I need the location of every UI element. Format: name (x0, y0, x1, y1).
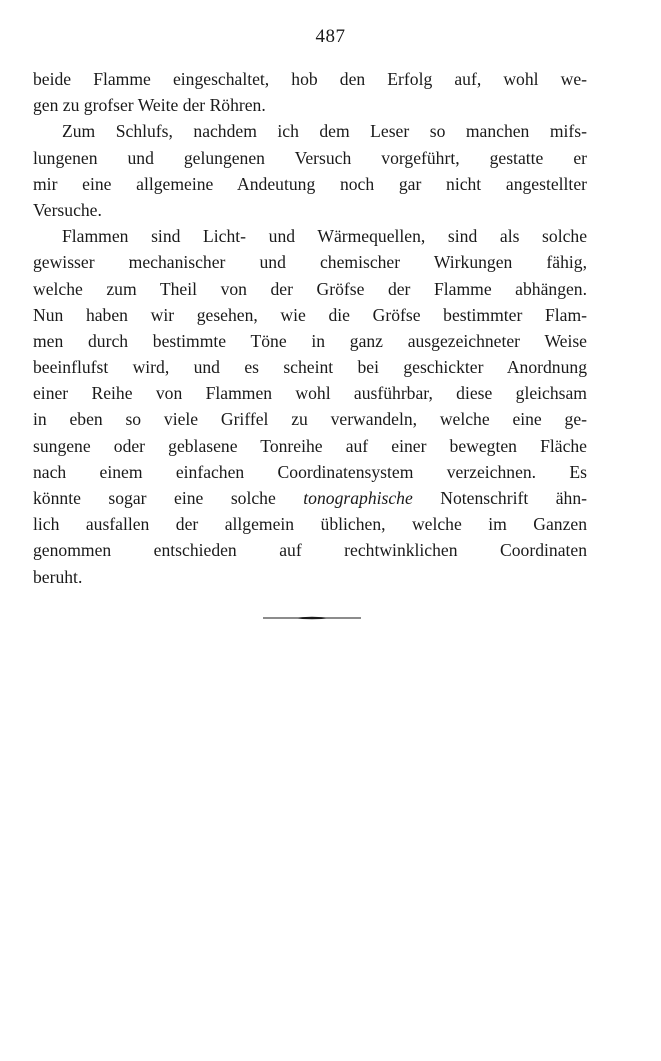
text-line: in eben so viele Griffel zu verwandeln, welche eine ge- (33, 409, 587, 430)
text-line (33, 485, 587, 511)
text-line: lich ausfallen der allgemein üblichen, welche im Ganzen (33, 514, 587, 535)
text-line: genommen entschieden auf rechtwinklichen Coordinaten (33, 540, 587, 561)
text-line: welche zum Theil von der Gröfse der Flamme abhängen. (33, 278, 587, 299)
end-ornament-rule (263, 616, 361, 620)
emphasized-term: tonographische (303, 488, 413, 508)
text-line: gen zu grofser Weite der Röhren. (33, 95, 266, 116)
text-line: beide Flamme eingeschaltet, hob den Erfolg auf, wohl we- (33, 69, 587, 89)
text-segment: könnte sogar eine solche (33, 488, 304, 508)
text-line: Zum Schlufs, nachdem ich dem Leser so manchen mifs- (62, 121, 587, 142)
text-line: sungene oder geblasene Tonreihe auf einer bewegten Fläche (33, 435, 587, 456)
text-line: mir eine allgemeine Andeutung noch gar nicht angestellter (33, 173, 587, 194)
paragraph-2 (33, 118, 587, 223)
paragraph-1 (33, 66, 587, 118)
text-segment: Notenschrift ähn- (412, 488, 587, 508)
text-line: gewisser mechanischer und chemischer Wirkungen fähig, (33, 252, 587, 273)
text-line: Flammen sind Licht- und Wärmequellen, sind als solche (62, 226, 587, 247)
text-line: men durch bestimmte Töne in ganz ausgezeichneter Weise (33, 330, 587, 351)
text-line: nach einem einfachen Coordinatensystem verzeichnen. Es (33, 461, 587, 482)
text-line: Versuche. (33, 199, 102, 220)
text-line: beruht. (33, 566, 83, 587)
paragraph-3 (33, 223, 587, 590)
text-line: einer Reihe von Flammen wohl ausführbar, diese gleichsam (33, 383, 587, 404)
text-line: lungenen und gelungenen Versuch vorgeführt, gestatte er (33, 147, 587, 168)
text-line: Nun haben wir gesehen, wie die Gröfse bestimmter Flam- (33, 304, 587, 325)
page-number: 487 (315, 26, 346, 47)
text-line: beeinflufst wird, und es scheint bei geschickter Anordnung (33, 357, 587, 378)
body-text (33, 66, 587, 590)
